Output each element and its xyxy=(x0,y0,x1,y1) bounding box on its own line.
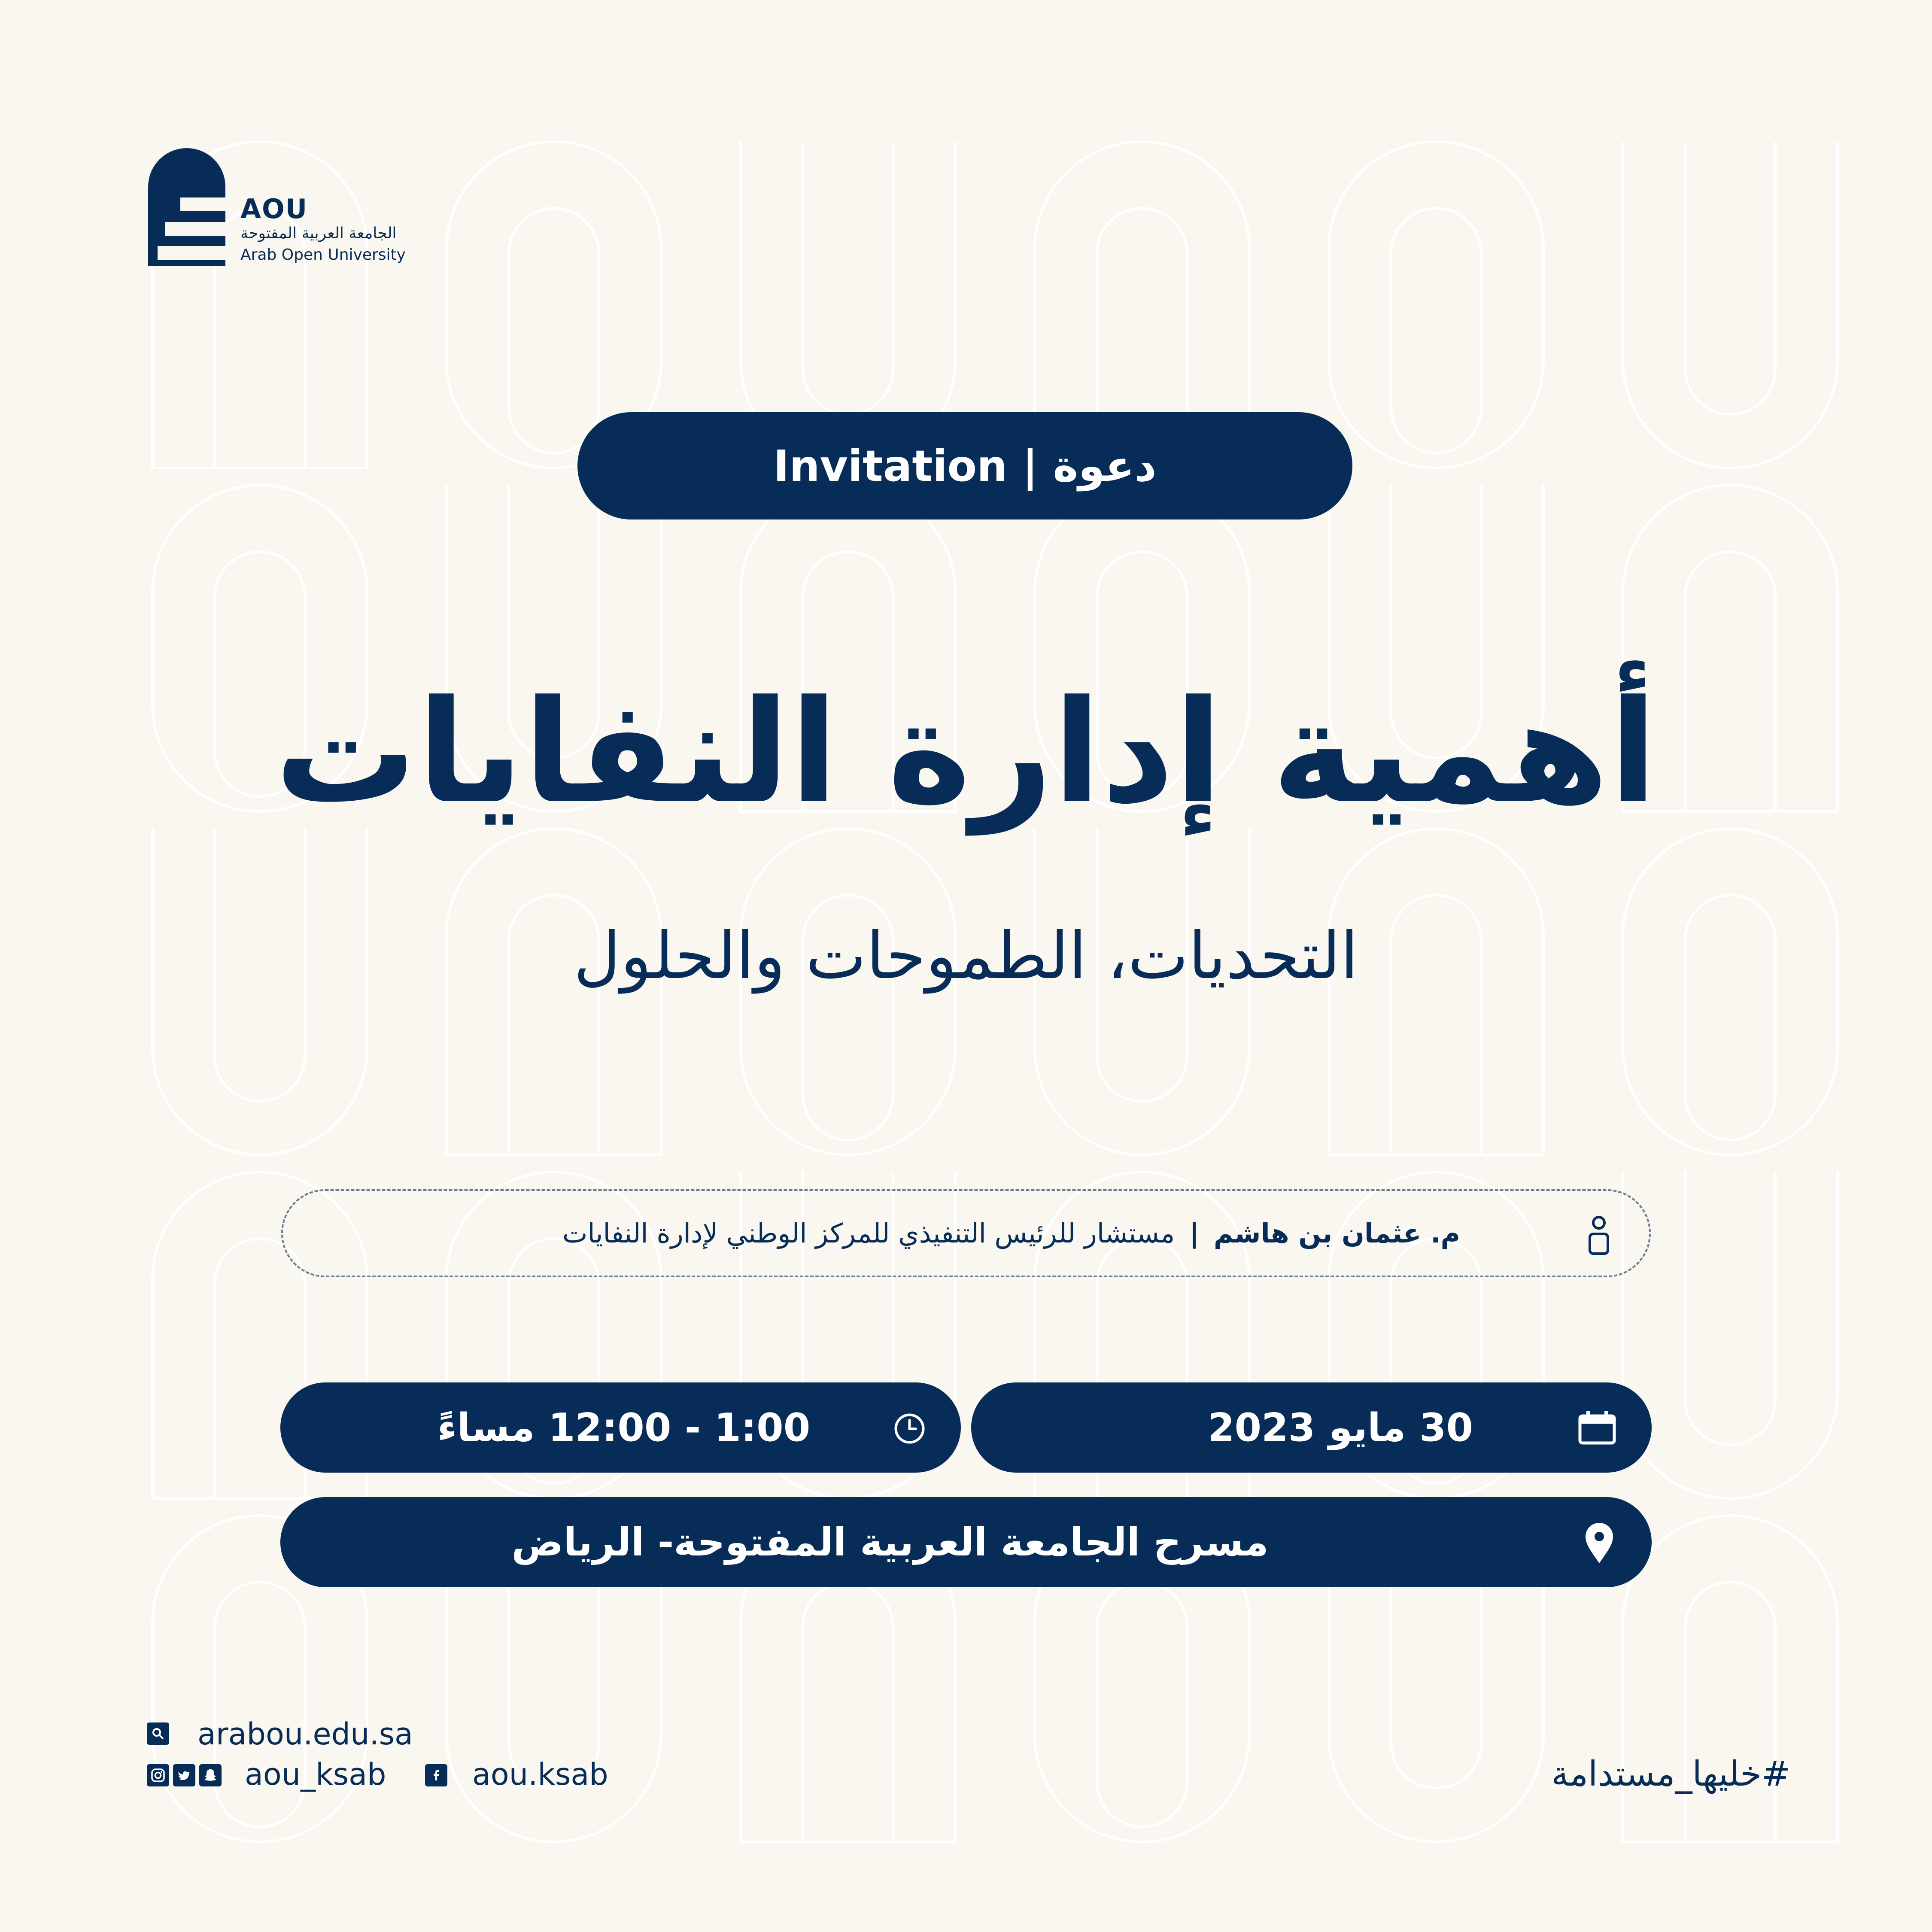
facebook-icon[interactable] xyxy=(425,1764,447,1786)
speaker-role: مستشار للرئيس التنفيذي للمركز الوطني لإدارة النفايات xyxy=(562,1218,1175,1249)
event-date: 30 مايو 2023 xyxy=(1207,1405,1473,1450)
watermark-letter-inner xyxy=(1685,1172,1775,1445)
watermark-letter-inner xyxy=(803,142,893,414)
watermark-letter-inner xyxy=(509,208,599,453)
event-time: 1:00 - 12:00 مساءً xyxy=(437,1405,811,1450)
facebook-handle[interactable]: aou.ksab xyxy=(472,1757,608,1792)
location-pin-icon xyxy=(1584,1521,1615,1564)
venue-pill xyxy=(280,1497,1652,1587)
invitation-badge: Invitation | دعوة xyxy=(577,412,1352,519)
clock-icon xyxy=(893,1413,926,1445)
twitter-icon[interactable] xyxy=(173,1764,195,1786)
event-venue: مسرح الجامعة العربية المفتوحة- الرياض xyxy=(511,1519,1269,1565)
watermark-letter-inner xyxy=(1391,208,1481,453)
speaker-separator: | xyxy=(1189,1218,1199,1249)
watermark-letter-inner xyxy=(803,1582,893,1842)
instagram-icon[interactable] xyxy=(147,1764,169,1786)
social-handle[interactable]: aou_ksab xyxy=(245,1757,386,1792)
watermark-letter-inner xyxy=(1097,1582,1187,1827)
watermark-letter-inner xyxy=(215,1239,305,1498)
calendar-icon xyxy=(1578,1410,1616,1445)
speaker-card xyxy=(281,1189,1651,1277)
campaign-hashtag: #خليها_مستدامة xyxy=(1551,1754,1790,1794)
watermark-letter-shape xyxy=(1623,1172,1838,1498)
social-icons-group xyxy=(147,1764,222,1786)
speaker-name: م. عثمان بن هاشم xyxy=(1213,1218,1460,1249)
date-pill xyxy=(971,1382,1652,1473)
watermark-letter-shape xyxy=(1623,142,1838,468)
logo-mark-icon xyxy=(148,148,225,266)
watermark-letter-inner xyxy=(1685,142,1775,414)
website-link[interactable]: arabou.edu.sa xyxy=(197,1716,413,1752)
event-subtitle: التحديات، الطموحات والحلول xyxy=(574,919,1358,993)
watermark-letter-inner xyxy=(1685,1582,1775,1842)
watermark-letter-shape xyxy=(1329,142,1543,468)
search-icon xyxy=(147,1722,169,1745)
event-title: أهمية إدارة النفايات xyxy=(274,670,1658,835)
snapchat-icon[interactable] xyxy=(199,1764,222,1786)
person-icon xyxy=(1586,1216,1612,1255)
speaker-details xyxy=(562,1191,1460,1276)
logo-english-name: Arab Open University xyxy=(240,246,406,264)
logo-arabic-name: الجامعة العربية المفتوحة xyxy=(240,225,397,242)
logo-abbreviation: AOU xyxy=(240,193,308,225)
time-pill xyxy=(280,1382,961,1473)
university-logo xyxy=(148,148,449,268)
